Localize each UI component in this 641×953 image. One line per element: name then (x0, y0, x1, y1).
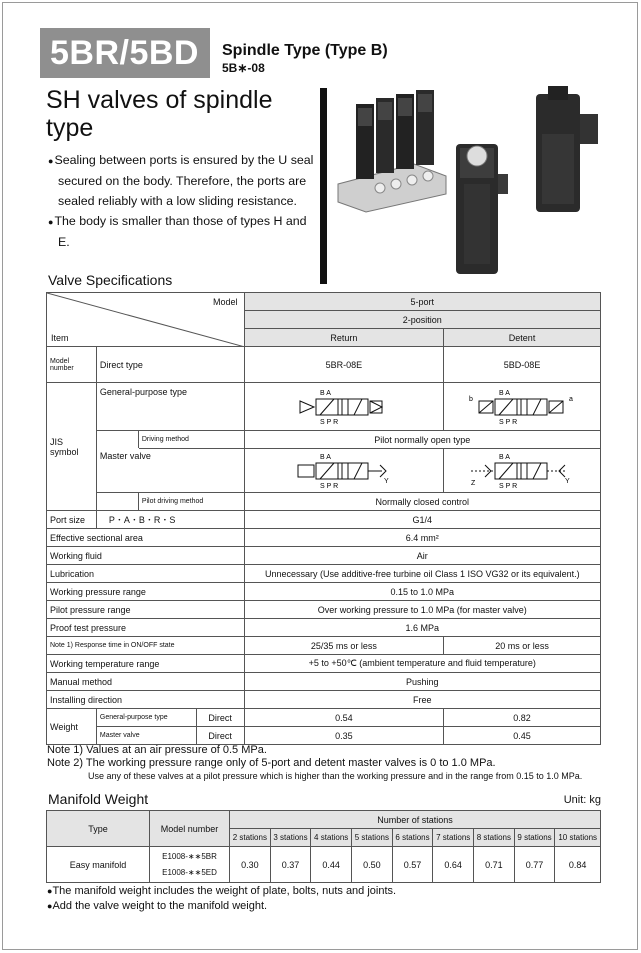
direct-label: Direct (196, 727, 244, 745)
model-code: 5B∗-08 (222, 61, 265, 75)
product-photo (336, 84, 606, 284)
manifold-type-cell: Easy manifold (47, 847, 150, 883)
working-pressure-label: Working pressure range (47, 583, 245, 601)
lubrication-label: Lubrication (47, 565, 245, 583)
model-number-header: Model number (150, 811, 230, 847)
stations-header: Number of stations (230, 811, 601, 829)
station-col-header: 9 stations (514, 829, 555, 847)
footnote-item: ● The manifold weight includes the weight of plate, bolts, nuts and joints. (47, 884, 396, 899)
symbol-port-label-spr: S P R (499, 482, 518, 490)
station-col-header: 6 stations (392, 829, 433, 847)
model-number-label: Model number (47, 347, 97, 383)
general-purpose-label: General-purpose type (96, 709, 196, 727)
manifold-model-2: E1008-∗∗5ED (162, 867, 217, 877)
lubrication-value: Unnecessary (Use additive-free turbine oil Class 1 ISO VG32 or its equivalent.) (244, 565, 600, 583)
proof-pressure-label: Proof test pressure (47, 619, 245, 637)
weight-mv-return: 0.35 (244, 727, 444, 745)
weight-cell: 0.84 (555, 847, 601, 883)
spacer-cell (96, 431, 138, 449)
symbol-port-label-spr: S P R (499, 418, 518, 426)
jis-symbol-label: JIS symbol (47, 383, 97, 511)
type-header: Type (47, 811, 150, 847)
station-col-header: 3 stations (270, 829, 311, 847)
manifold-weight-table (46, 810, 601, 883)
working-fluid-value: Air (244, 547, 600, 565)
notes-block (47, 744, 582, 783)
model-header-label: Model (213, 297, 238, 307)
model-return-value: 5BR-08E (244, 347, 444, 383)
positions-header: 2-position (244, 311, 600, 329)
driving-method-value: Pilot normally open type (244, 431, 600, 449)
station-col-header: 10 stations (555, 829, 601, 847)
general-purpose-type-label: General-purpose type (96, 383, 244, 431)
station-col-header: 8 stations (474, 829, 515, 847)
detent-header: Detent (444, 329, 601, 347)
intro-bullets (48, 150, 320, 252)
weight-cell: 0.37 (270, 847, 311, 883)
product-badge: 5BR/5BD (40, 28, 210, 78)
weight-cell: 0.44 (311, 847, 352, 883)
symbol-gp-detent (444, 383, 601, 431)
model-detent-value: 5BD-08E (444, 347, 601, 383)
direct-label: Direct (196, 709, 244, 727)
item-header-label: Item (51, 333, 69, 343)
unit-label: Unit: kg (563, 794, 601, 806)
symbol-port-label-b: b (469, 395, 473, 403)
weight-cell: 0.50 (352, 847, 393, 883)
symbol-mv-detent (444, 449, 601, 493)
master-valve-label: Master valve (96, 449, 244, 493)
spacer-cell (96, 493, 138, 511)
valve-specifications-table (46, 292, 601, 745)
symbol-port-label-ba: B A (319, 453, 331, 461)
weight-mv-detent: 0.45 (444, 727, 601, 745)
pilot-pressure-value: Over working pressure to 1.0 MPa (for master valve) (244, 601, 600, 619)
port-size-ports: P・A・B・R・S (96, 511, 244, 529)
ports-header: 5-port (244, 293, 600, 311)
station-col-header: 4 stations (311, 829, 352, 847)
port-size-value: G1/4 (244, 511, 600, 529)
response-time-label: Note 1) Response time in ON/OFF state (47, 637, 245, 655)
note-2: Note 2) The working pressure range only of 5-port and detent master valves is 0 to 1.0 MPa. (47, 757, 496, 769)
bullet-item: ● Sealing between ports is ensured by the U seal secured on the body. Therefore, the ports are sealed reliably with a low sliding resistance. (48, 150, 320, 211)
symbol-port-label-spr: S P R (319, 482, 338, 490)
weight-gp-return: 0.54 (244, 709, 444, 727)
page-subtitle: Spindle Type (Type B) (222, 42, 388, 59)
symbol-port-label-y: Y (383, 477, 389, 485)
manifold-weight-heading: Manifold Weight (48, 791, 149, 807)
symbol-port-label-ba: B A (319, 389, 331, 397)
note-2-sub: Use any of these valves at a pilot pressure which is higher than the working pressure and in the range from 0.15 to 1.0 MPa. (88, 771, 583, 781)
effective-area-label: Effective sectional area (47, 529, 245, 547)
manual-method-label: Manual method (47, 673, 245, 691)
working-fluid-label: Working fluid (47, 547, 245, 565)
symbol-port-label-spr: S P R (319, 418, 338, 426)
valve-symbol-icon (467, 451, 577, 491)
manifold-model-cell (150, 847, 230, 883)
weight-cell: 0.77 (514, 847, 555, 883)
bullet-item: ● The body is smaller than those of types H and E. (48, 211, 320, 252)
symbol-port-label-y: Y (565, 477, 570, 485)
response-return-value: 25/35 ms or less (244, 637, 444, 655)
station-col-header: 7 stations (433, 829, 474, 847)
vertical-divider (320, 88, 327, 284)
weight-gp-detent: 0.82 (444, 709, 601, 727)
pilot-pressure-label: Pilot pressure range (47, 601, 245, 619)
symbol-port-label-ba: B A (499, 453, 510, 461)
valve-symbol-icon (294, 451, 394, 491)
note-1: Note 1) Values at an air pressure of 0.5 MPa. (47, 744, 267, 756)
manifold-valve-group-image (338, 90, 446, 212)
manifold-model-1: E1008-∗∗5BR (162, 851, 217, 861)
valve-symbol-icon (294, 387, 394, 427)
manual-method-value: Pushing (244, 673, 600, 691)
weight-cell: 0.64 (433, 847, 474, 883)
working-temp-value: +5 to +50℃ (ambient temperature and fluid temperature) (244, 655, 600, 673)
valve-symbol-icon (467, 387, 577, 427)
master-valve-weight-label: Master valve (96, 727, 196, 745)
single-valve-image (456, 144, 508, 274)
pilot-driving-method-value: Normally closed control (244, 493, 600, 511)
symbol-gp-return (244, 383, 444, 431)
direct-type-label: Direct type (96, 347, 244, 383)
station-col-header: 2 stations (230, 829, 271, 847)
symbol-mv-return (244, 449, 444, 493)
driving-method-label: Driving method (138, 431, 244, 449)
installing-direction-value: Free (244, 691, 600, 709)
symbol-port-label-a: a (569, 395, 573, 403)
valve-specifications-heading: Valve Specifications (48, 272, 173, 288)
working-temp-label: Working temperature range (47, 655, 245, 673)
port-size-label: Port size (47, 511, 97, 529)
station-col-header: 5 stations (352, 829, 393, 847)
symbol-port-label-z: Z (471, 479, 476, 487)
footnote-item: ● Add the valve weight to the manifold weight. (47, 899, 396, 914)
master-valve-image (536, 86, 598, 212)
footnotes (47, 884, 396, 914)
symbol-port-label-ba: B A (499, 389, 510, 397)
weight-cell: 0.30 (230, 847, 271, 883)
response-detent-value: 20 ms or less (444, 637, 601, 655)
page-heading: SH valves of spindle type (46, 86, 273, 142)
weight-cell: 0.71 (474, 847, 515, 883)
working-pressure-value: 0.15 to 1.0 MPa (244, 583, 600, 601)
header-corner-cell (47, 293, 245, 347)
weight-label: Weight (47, 709, 97, 745)
weight-cell: 0.57 (392, 847, 433, 883)
installing-direction-label: Installing direction (47, 691, 245, 709)
pilot-driving-method-label: Pilot driving method (138, 493, 244, 511)
return-header: Return (244, 329, 444, 347)
effective-area-value: 6.4 mm² (244, 529, 600, 547)
proof-pressure-value: 1.6 MPa (244, 619, 600, 637)
